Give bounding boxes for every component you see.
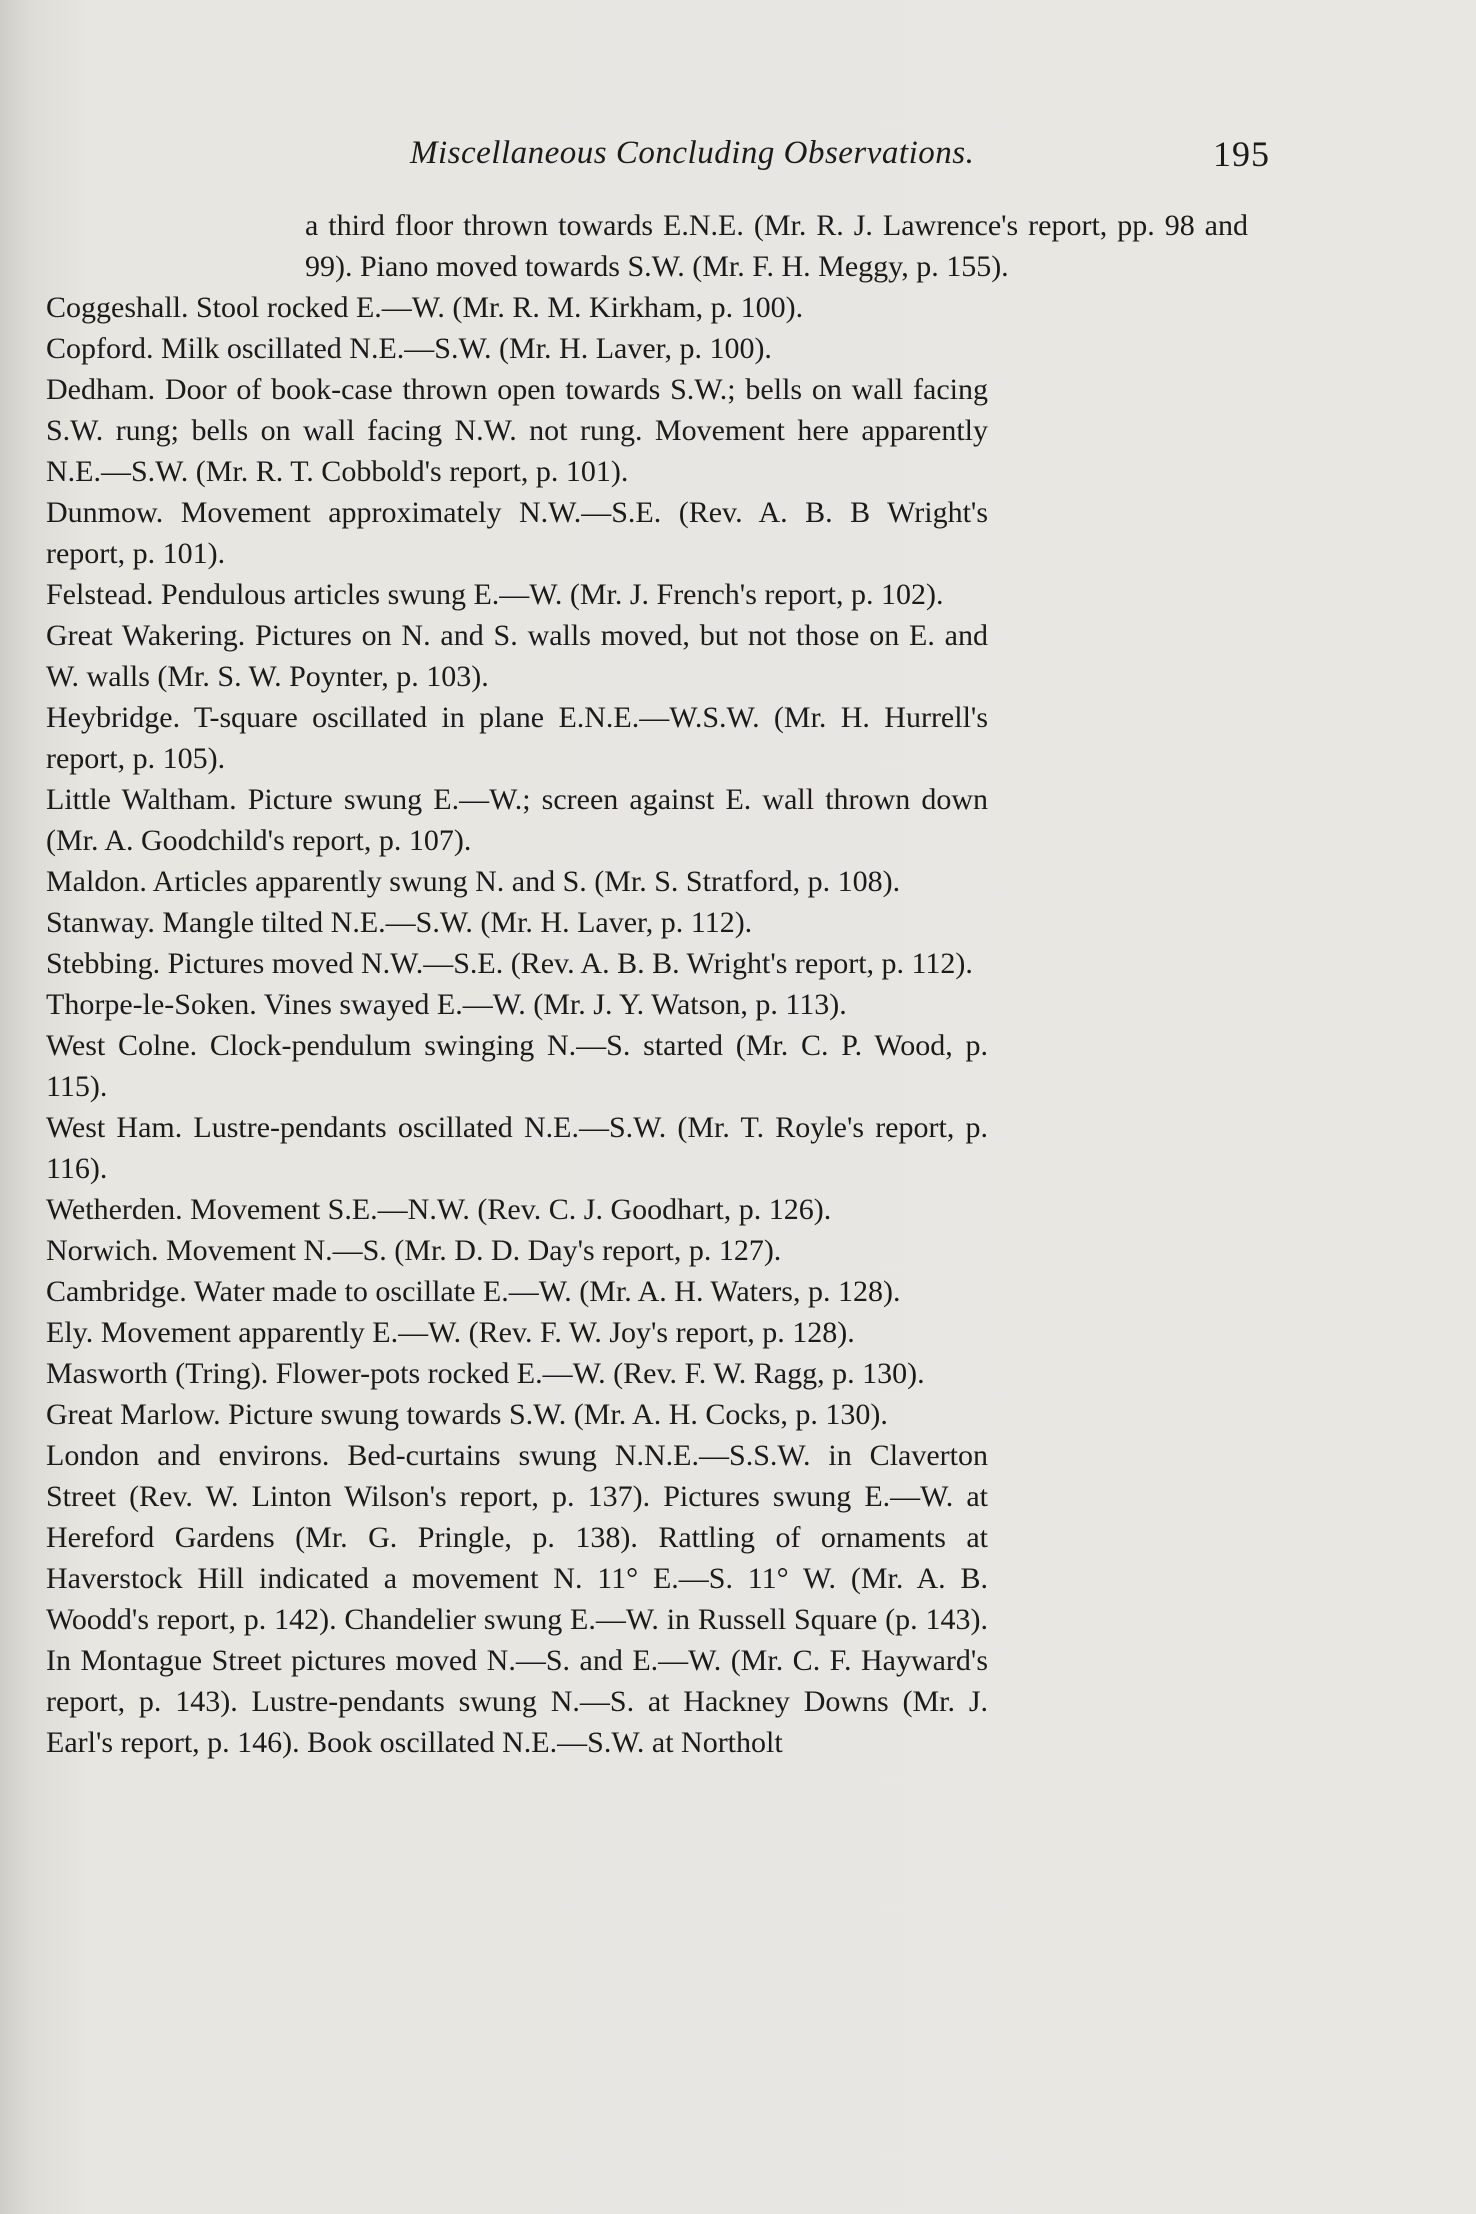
entry-text: Copford. Milk oscillated N.E.—S.W. (Mr. H. Laver, p. 100). (46, 332, 772, 365)
entry-text: Stanway. Mangle tilted N.E.—S.W. (Mr. H. Laver, p. 112). (46, 906, 753, 939)
entry-number (0, 902, 46, 943)
list-item (0, 984, 988, 1025)
entry-number (0, 697, 46, 738)
entry-number (0, 615, 46, 656)
page-header (410, 135, 1270, 195)
entry-number (0, 779, 46, 820)
entry-text: Coggeshall. Stool rocked E.—W. (Mr. R. M. Kirkham, p. 100). (46, 291, 804, 324)
list-item (0, 328, 988, 369)
entry-text: London and environs. Bed-curtains swung N.N.E.—S.S.W. in Claverton Street (Rev. W. Linton Wilson's report, p. 137). Pictures swung E.—W. at Hereford Gardens (Mr. G. Pringle, p. 138). Rattling of ornaments at Haverstock Hill indicated a movement N. 11° E.—S. 11° W. (Mr. A. B. Woodd's report, p. 142). Chandelier swung E.—W. in Russell Square (p. 143). In Montague Street pictures moved N.—S. and E.—W. (Mr. C. F. Hayward's report, p. 143). Lustre-pendants swung N.—S. at Hackney Downs (Mr. J. Earl's report, p. 146). Book oscillated N.E.—S.W. at Northolt (46, 1439, 988, 1759)
entry-text: Great Marlow. Picture swung towards S.W. (Mr. A. H. Cocks, p. 130). (46, 1398, 888, 1431)
entry-number (0, 1312, 46, 1353)
entry-text: Dedham. Door of book-case thrown open towards S.W.; bells on wall facing S.W. rung; bells on wall facing N.W. not rung. Movement here apparently N.E.—S.W. (Mr. R. T. Cobbold's report, p. 101). (46, 373, 988, 488)
entry-number (0, 861, 46, 902)
list-item (0, 697, 988, 779)
list-item (0, 574, 988, 615)
entry-number (0, 984, 46, 1025)
list-item (0, 287, 988, 328)
list-item (0, 861, 988, 902)
list-item (0, 1394, 988, 1435)
entry-number (0, 492, 46, 533)
entry-number (0, 1025, 46, 1066)
entry-text: Stebbing. Pictures moved N.W.—S.E. (Rev. A. B. B. Wright's report, p. 112). (46, 947, 973, 980)
entry-number (0, 574, 46, 615)
list-item (0, 1312, 988, 1353)
entry-text: Norwich. Movement N.—S. (Mr. D. D. Day's report, p. 127). (46, 1234, 782, 1267)
entry-text: Masworth (Tring). Flower-pots rocked E.—W. (Rev. F. W. Ragg, p. 130). (46, 1357, 925, 1390)
entry-text: West Ham. Lustre-pendants oscillated N.E.—S.W. (Mr. T. Royle's report, p. 116). (46, 1111, 988, 1185)
entry-number (0, 1107, 46, 1148)
list-item (0, 779, 988, 861)
list-item (0, 1107, 988, 1189)
list-item (0, 1230, 988, 1271)
list-item (0, 1353, 988, 1394)
entry-text: Heybridge. T-square oscillated in plane E.N.E.—W.S.W. (Mr. H. Hurrell's report, p. 105). (46, 701, 988, 775)
entry-text: Cambridge. Water made to oscillate E.—W. (Mr. A. H. Waters, p. 128). (46, 1275, 901, 1308)
entry-text: Maldon. Articles apparently swung N. and S. (Mr. S. Stratford, p. 108). (46, 865, 901, 898)
continuation-paragraph: a third floor thrown towards E.N.E. (Mr. R. J. Lawrence's report, pp. 98 and 99). Piano moved towards S.W. (Mr. F. H. Meggy, p. 155). (305, 209, 1248, 283)
entry-number (0, 287, 46, 328)
entry-number (0, 1353, 46, 1394)
entries-list (0, 287, 1476, 1763)
entry-number (0, 1230, 46, 1271)
list-item (0, 1435, 988, 1763)
entry-text: Dunmow. Movement approximately N.W.—S.E. (Rev. A. B. B Wright's report, p. 101). (46, 496, 988, 570)
entry-text: Ely. Movement apparently E.—W. (Rev. F. W. Joy's report, p. 128). (46, 1316, 855, 1349)
list-item (0, 615, 988, 697)
entry-text: Thorpe-le-Soken. Vines swayed E.—W. (Mr. J. Y. Watson, p. 113). (46, 988, 847, 1021)
entry-number (0, 1189, 46, 1230)
entry-text: Wetherden. Movement S.E.—N.W. (Rev. C. J. Goodhart, p. 126). (46, 1193, 832, 1226)
list-item (0, 1189, 988, 1230)
list-item (0, 369, 988, 492)
entry-number (0, 1271, 46, 1312)
entry-text: Felstead. Pendulous articles swung E.—W. (Mr. J. French's report, p. 102). (46, 578, 944, 611)
text-body (0, 205, 1476, 1763)
list-item (0, 1271, 988, 1312)
running-title: Miscellaneous Concluding Observations. (410, 135, 975, 171)
list-item (0, 1025, 988, 1107)
entry-text: Great Wakering. Pictures on N. and S. walls moved, but not those on E. and W. walls (Mr. S. W. Poynter, p. 103). (46, 619, 988, 693)
entry-text: Little Waltham. Picture swung E.—W.; screen against E. wall thrown down (Mr. A. Goodchild's report, p. 107). (46, 783, 988, 857)
page-number: 195 (1213, 134, 1270, 174)
entry-number (0, 369, 46, 410)
entry-number (0, 328, 46, 369)
entry-text: West Colne. Clock-pendulum swinging N.—S. started (Mr. C. P. Wood, p. 115). (46, 1029, 988, 1103)
list-item (0, 492, 988, 574)
entry-number (0, 1435, 46, 1476)
list-item (0, 943, 988, 984)
entry-number (0, 943, 46, 984)
list-item (0, 902, 988, 943)
entry-number (0, 1394, 46, 1435)
